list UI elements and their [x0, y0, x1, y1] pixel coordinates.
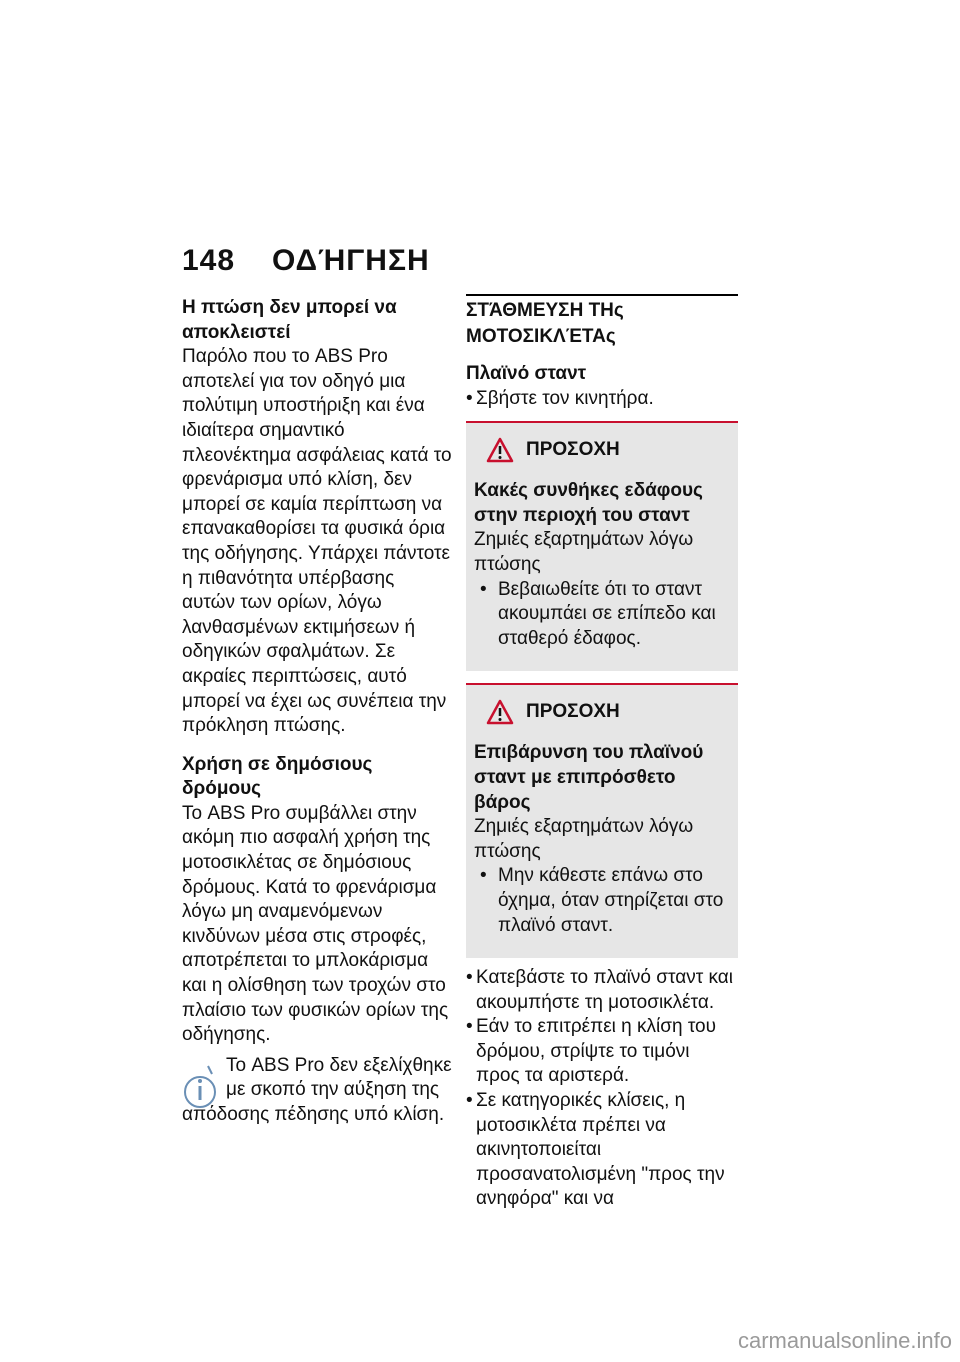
warning-header [474, 699, 730, 725]
warning-label: ΠΡΟΣΟΧΗ [526, 438, 620, 460]
warning-box-1 [466, 421, 738, 671]
warning-label: ΠΡΟΣΟΧΗ [526, 701, 620, 723]
right-column [466, 296, 738, 1212]
warning-text: Ζημιές εξαρτημάτων λόγω πτώσης [474, 529, 694, 575]
warning-title: Επιβάρυνση του πλαϊνού σταντ με επιπρόσθετο βάρος [474, 742, 704, 813]
list-item: • Εάν το επιτρέπει η κλίση του δρόμου, στρίψτε το τιμόνι προς τα αριστερά. [466, 1015, 738, 1089]
left-column [182, 296, 452, 1128]
warning-actions [474, 578, 730, 652]
info-note [182, 1054, 452, 1128]
warning-triangle-icon [486, 699, 514, 725]
warning-triangle-icon [486, 437, 514, 463]
list-item: • Μην κάθεστε επάνω στο όχημα, όταν στηρίζεται στο πλαϊνό σταντ. [474, 864, 730, 938]
list-item: • Σβήστε τον κινητήρα. [466, 387, 738, 412]
note-line-1: Το ABS Pro δεν εξελίχθηκε [226, 1054, 452, 1076]
step-list-1 [466, 387, 738, 412]
paragraph-public-roads: Το ABS Pro συμβάλλει στην ακόμη πιο ασφαλή χρήση της μοτοσικλέτας σε δημόσιους δρόμους. Κατά το φρενάρισμα λόγω μη αναμενόμενων κινδύνων μέσα στις στροφές, αποτρέπεται το μπλοκάρισμα και η ολίσθηση των τροχών στο πλαίσιο των φυσικών ορίων της οδήγησης. [182, 802, 449, 1046]
list-item: • Σε κατηγορικές κλίσεις, η μοτοσικλέτα πρέπει να ακινητοποιείται προσανατολισμένη "προς την ανηφόρα" και να [466, 1089, 738, 1212]
section-heading-public-roads: Χρήση σε δημόσιους δρόμους [182, 753, 373, 800]
watermark: carmanualsonline.info [737, 1328, 952, 1353]
page-header [182, 244, 738, 278]
note-line-2: με σκοπό την αύξηση της [226, 1079, 440, 1101]
list-item: • Βεβαιωθείτε ότι το σταντ ακουμπάει σε επίπεδο και σταθερό έδαφος. [474, 578, 730, 652]
note-line-3: απόδοσης πέδησης υπό κλίση. [182, 1104, 445, 1125]
step-list-2 [466, 966, 738, 1212]
warning-box-2 [466, 683, 738, 958]
page-number: 148 [182, 244, 236, 277]
warning-text: Ζημιές εξαρτημάτων λόγω πτώσης [474, 816, 694, 862]
paragraph-fall: Παρόλο που το ABS Pro αποτελεί για τον οδηγό μια πολύτιμη υποστήριξη και ένα ιδιαίτερα σημαντικό πλεονέκτημα ασφάλειας κατά το φρενάρισμα υπό κλίση, δεν μπορεί σε καμία περίπτωση να επανακαθορίσει τα φυσικά όρια της οδήγησης. Υπάρχει πάντοτε η πιθανότητα υπέρβασης αυτών των ορίων, λόγω λανθασμένων εκτιμήσεων ή οδηγικών σφαλμάτων. Σε ακραίες περιπτώσεις, αυτό μπορεί να έχει ως συνέπεια την πρόκληση πτώσης. [182, 346, 452, 737]
warning-header [474, 437, 730, 463]
list-item: • Κατεβάστε το πλαϊνό σταντ και ακουμπήστε τη μοτοσικλέτα. [466, 966, 738, 1015]
section-heading-fall: Η πτώση δεν μπορεί να αποκλειστεί [182, 297, 397, 343]
warning-title: Κακές συνθήκες εδάφους στην περιοχή του σταντ [474, 480, 703, 526]
subsection-heading: Πλαϊνό σταντ [466, 363, 587, 384]
warning-actions [474, 864, 730, 938]
section-title: ΟΔΉΓΗΣΗ [272, 244, 430, 277]
chapter-title: ΣΤΆΘΜΕΥΣΗ ΤΗς ΜΟΤΟΣΙΚΛΈΤΑς [466, 300, 624, 347]
title-rule [466, 294, 738, 350]
info-icon [182, 1062, 218, 1110]
